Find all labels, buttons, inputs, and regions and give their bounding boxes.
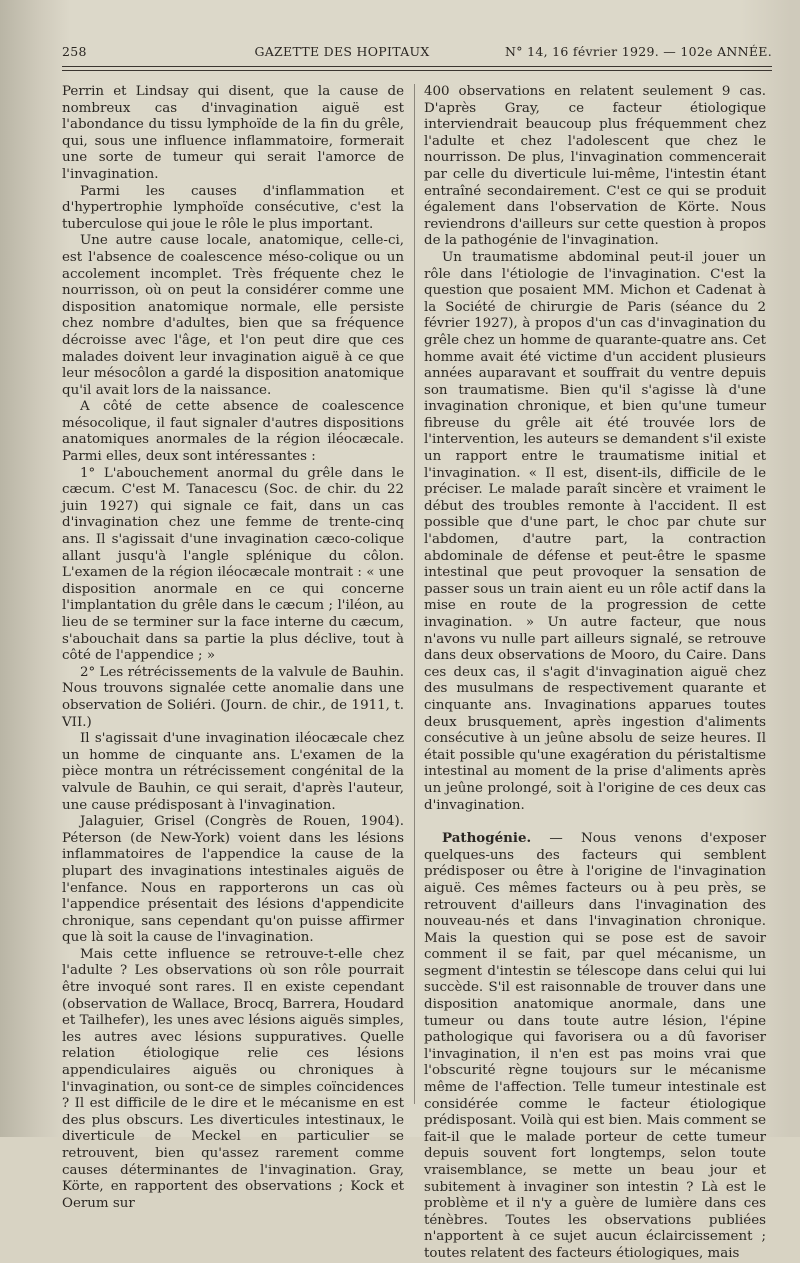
paragraph: Un traumatisme abdominal peut-il jouer un rôle dans l'étiologie de l'invagination. C'est la question que posaient MM. Michon et Cadenat à la Société de chirurgie de Paris (séance du 2 février 1927), à propos d'un cas d'invagination du grêle chez un homme de quarante-quatre ans. Cet homme avait été victime d'un accident plusieurs années auparavant et souffrait du ventre depuis son traumatisme. Bien qu'il s'agisse là d'une invagination chronique, et bien qu'une tumeur fibreuse du grêle ait été trouvée lors de l'intervention, les auteurs se demandent s'il existe un rapport entre le traumatisme initial et l'invagination. « Il est, disent-ils, difficile de le préciser. Le malade paraît sincère et vraiment le début des troubles remonte à l'accident. Il est possible que d'une part, le choc par chute sur l'abdomen, d'autre part, la contraction abdominale de défense et peut-être le spasme intestinal que peut provoquer la sensation de passer sous un train aient eu un rôle actif dans la mise en route de la progression de cette invagination. » Un autre facteur, que nous n'avons vu nulle part ailleurs signalé, se retrouve dans deux observations de Mooro, du Caire. Dans ces deux cas, il s'agit d'invagination aiguë chez des musulmans de respectivement quarante et cinquante ans. Invaginations apparues toutes deux brusquement, après ingestion d'aliments consécutive à un jeûne absolu de seize heures. Il était possible qu'une exagération du péristaltisme intestinal au moment de la prise d'aliments après un jeûne prolongé, soit à l'origine de ces deux cas d'invagination. — [424, 249, 766, 813]
paragraph: Une autre cause locale, anatomique, celle-ci, est l'absence de coalescence méso-colique ou un accolement incomplet. Très fréquente chez le nourrisson, où on peut la considérer comme une disposition anatomique normale, elle persiste chez nombre d'adultes, bien que sa fréquence décroisse avec l'âge, et l'on peut dire que ces malades doivent leur invagination aiguë à ce que leur mésocôlon a gardé la disposition anatomique qu'il avait lors de la naissance. — [62, 233, 404, 398]
paragraph: A côté de cette absence de coalescence mésocolique, il faut signaler d'autres dispositions anatomiques anormales de la région iléocæcale. Parmi elles, deux sont intéressantes : — [62, 399, 404, 465]
paragraph: Parmi les causes d'inflammation et d'hypertrophie lymphoïde consécutive, c'est la tuberculose qui joue le rôle le plus important. — [62, 183, 404, 232]
page-header — [62, 44, 772, 66]
paragraph: 2° Les rétrécissements de la valvule de Bauhin. Nous trouvons signalée cette anomalie dans une observation de Soliéri. (Journ. de chir., de 1911, t. VII.) — [62, 664, 404, 730]
paragraph: 400 observations en relatent seulement 9 cas. D'après Gray, ce facteur étiologique interviendrait beaucoup plus fréquemment chez l'adulte et chez l'adolescent que chez le nourrisson. De plus, l'invagination commencerait par celle du diverticule lui-même, l'intestin étant entraîné secondairement. C'est ce qui se produit également dans l'observation de Körte. Nous reviendrons d'ailleurs sur cette question à propos de la pathogénie de l'invagination. — [424, 84, 766, 249]
section-heading: Pathogénie. — [442, 830, 532, 847]
column-divider — [414, 84, 415, 1104]
page-number: 258 — [62, 44, 87, 59]
section-paragraph — [424, 830, 766, 1262]
paragraph: Il s'agissait d'une invagination iléocæcale chez un homme de cinquante ans. L'examen de la pièce montra un rétrécissement congénital de la valvule de Bauhin, ce qui serait, d'après l'auteur, une cause prédisposant à l'invagination. — [62, 731, 404, 813]
issue-info: N° 14, 16 février 1929. — 102e ANNÉE. — [505, 44, 772, 59]
right-column — [424, 84, 766, 1263]
left-column — [62, 84, 404, 1212]
header-rule-thin — [62, 70, 772, 71]
section-text: — Nous venons d'exposer quelques-uns des facteurs qui semblent prédisposer ou être à l'origine de l'invagination aiguë. Ces mêmes facteurs ou à peu près, se retrouvent d'ailleurs dans l'invagination des nouveau-nés et dans l'invagination chronique. Mais la question qui se pose est de savoir comment il se fait, par quel mécanisme, un segment d'intestin se télescope dans celui qui lui succède. S'il est raisonnable de trouver dans une disposition anatomique anormale, dans une tumeur ou dans toute autre lésion, l'épine pathologique qui favorisera ou a dû favoriser l'invagination, il n'en est pas moins vrai que l'obscurité règne toujours sur le mécanisme même de l'affection. Telle tumeur intestinale est considérée comme le facteur étiologique prédisposant. Voilà qui est bien. Mais comment se fait-il que le malade porteur de cette tumeur depuis souvent fort longtemps, selon toute vraisemblance, se mette un beau jour et subitement à invaginer son intestin ? Là est le problème et il n'y a guère de lumière dans ces ténèbres. Toutes les observations publiées n'apportent à ce sujet aucun éclaircissement ; toutes relatent des facteurs étiologiques, mais — [424, 831, 766, 1261]
paragraph: Mais cette influence se retrouve-t-elle chez l'adulte ? Les observations où son rôle pourrait être invoqué sont rares. Il en existe cependant (observation de Wallace, Brocq, Barrera, Houdard et Tailhefer), les unes avec lésions aiguës simples, les autres avec lésions suppuratives. Quelle relation étiologique relie ces lésions appendiculaires aiguës ou chroniques à l'invagination, ou sont-ce de simples coïncidences ? Il est difficile de le dire et le mécanisme en est des plus obscurs. Les diverticules intestinaux, le diverticule de Meckel en particulier se retrouvent, bien qu'assez rarement comme causes déterminantes de l'invagination. Gray, Körte, en rapportent des observations ; Kock et Oerum sur — [62, 946, 404, 1211]
paragraph: Perrin et Lindsay qui disent, que la cause de nombreux cas d'invagination aiguë est l'abondance du tissu lymphoïde de la fin du grêle, qui, sous une influence inflammatoire, formerait une sorte de tumeur qui serait l'amorce de l'invagination. — [62, 84, 404, 182]
journal-title: GAZETTE DES HOPITAUX — [254, 44, 430, 59]
header-rule — [62, 66, 772, 67]
paragraph: 1° L'abouchement anormal du grêle dans le cæcum. C'est M. Tanacescu (Soc. de chir. du 22 juin 1927) qui signale ce fait, dans un cas d'invagination chez une femme de trente-cinq ans. Il s'agissait d'une invagination cæco-colique allant jusqu'à l'angle splénique du côlon. L'examen de la région iléocæcale montrait : « une disposition anormale en ce qui concerne l'implantation du grêle dans le cæcum ; l'iléon, au lieu de se terminer sur la face interne du cæcum, s'abouchait dans sa partie la plus déclive, tout à côté de l'appendice ; » — [62, 465, 404, 664]
paragraph: Jalaguier, Grisel (Congrès de Rouen, 1904). Péterson (de New-York) voient dans les lésions inflammatoires de l'appendice la cause de la plupart des invaginations intestinales aiguës de l'enfance. Nous en rapporterons un cas où l'appendice présentait des lésions d'appendicite chronique, sans cependant qu'on puisse affirmer que là soit la cause de l'invagination. — [62, 814, 404, 946]
